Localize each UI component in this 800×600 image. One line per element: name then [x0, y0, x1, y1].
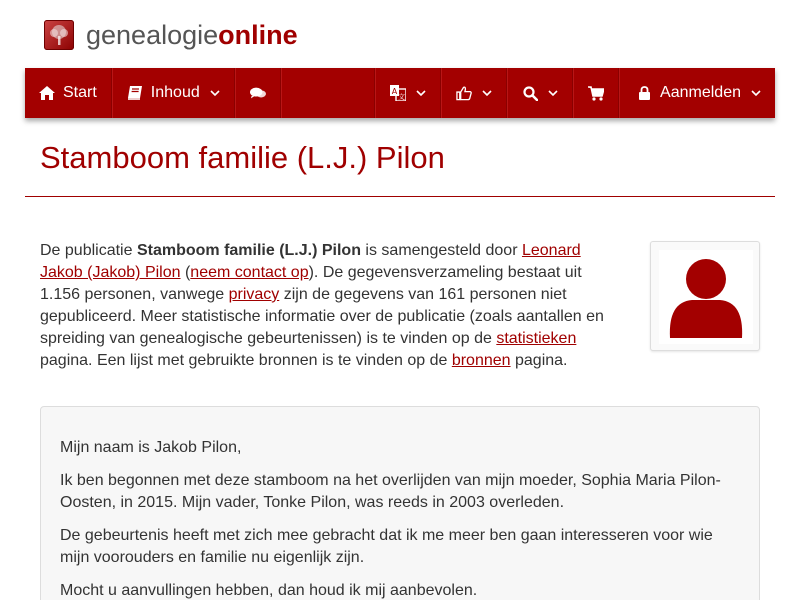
intro-text: pagina. [510, 352, 568, 369]
chevron-down-icon [210, 90, 220, 97]
page-title: Stamboom familie (L.J.) Pilon [40, 140, 445, 175]
publication-intro [40, 240, 620, 372]
site-name: genealogieonline [86, 20, 298, 50]
contact-link[interactable]: neem contact op [190, 264, 309, 281]
nav-language[interactable] [375, 68, 441, 118]
nav-like[interactable] [441, 68, 507, 118]
cart-icon [588, 85, 604, 101]
nav-aanmelden-label: Aanmelden [660, 84, 741, 101]
story-paragraph: De gebeurtenis heeft met zich mee gebracht dat ik me meer ben gaan interesseren voor wie mijn voorouders en familie nu eigenlijk zijn. [60, 527, 713, 566]
translate-icon [390, 85, 406, 101]
story-paragraph: Mijn naam is Jakob Pilon, [60, 439, 242, 456]
nav-spacer [281, 68, 375, 118]
chat-icon [250, 85, 266, 101]
publication-name: Stamboom familie (L.J.) Pilon [136, 242, 361, 259]
intro-text: is samengesteld door [360, 242, 522, 259]
lock-icon [636, 85, 652, 101]
main-navbar [25, 68, 775, 118]
site-logo[interactable] [44, 18, 298, 52]
nav-forum[interactable] [235, 68, 281, 118]
statistics-link[interactable]: statistieken [496, 330, 577, 347]
tree-logo-icon [44, 20, 74, 50]
svg-text:文: 文 [398, 93, 406, 101]
nav-inhoud-label: Inhoud [150, 84, 200, 101]
author-link[interactable]: Leonard Jakob (Jakob) Pilon [40, 242, 581, 281]
avatar-frame [659, 250, 753, 344]
title-divider [25, 196, 775, 197]
svg-text:A: A [391, 87, 398, 96]
user-silhouette-icon [666, 254, 746, 340]
intro-text: pagina. Een lijst met gebruikte bronnen is te vinden op de [40, 352, 452, 369]
author-story-panel [40, 406, 760, 600]
intro-text: zijn de gegevens van 161 personen niet gepubliceerd. Meer statistische informatie over de publicatie (zoals aantallen en spreiding van genealogische gebeurtenissen) is te vinden op de [40, 286, 604, 347]
chevron-down-icon [482, 90, 492, 97]
privacy-link[interactable]: privacy [228, 286, 280, 303]
nav-start[interactable] [25, 68, 112, 118]
intro-text: ). De gegevensverzameling bestaat uit 1.156 personen, vanwege [40, 264, 582, 303]
search-icon [522, 85, 538, 101]
intro-text: ( [180, 264, 191, 281]
nav-search[interactable] [507, 68, 573, 118]
story-paragraph: Ik ben begonnen met deze stamboom na het overlijden van mijn moeder, Sophia Maria Pilon-Oosten, in 2015. Mijn vader, Tonke Pilon, was reeds in 2003 overleden. [60, 472, 721, 511]
sources-link[interactable]: bronnen [451, 352, 511, 369]
nav-aanmelden[interactable] [619, 68, 775, 118]
chevron-down-icon [548, 90, 558, 97]
nav-start-label: Start [63, 84, 97, 101]
home-icon [39, 85, 55, 101]
author-avatar[interactable] [650, 241, 760, 351]
chevron-down-icon [751, 90, 761, 97]
intro-text: De publicatie [40, 242, 137, 259]
story-paragraph: Mocht u aanvullingen hebben, dan houd ik mij aanbevolen. [60, 582, 478, 599]
book-icon [127, 85, 143, 101]
chevron-down-icon [416, 90, 426, 97]
thumbs-up-icon [456, 85, 472, 101]
nav-inhoud[interactable] [112, 68, 235, 118]
nav-shop[interactable] [573, 68, 619, 118]
